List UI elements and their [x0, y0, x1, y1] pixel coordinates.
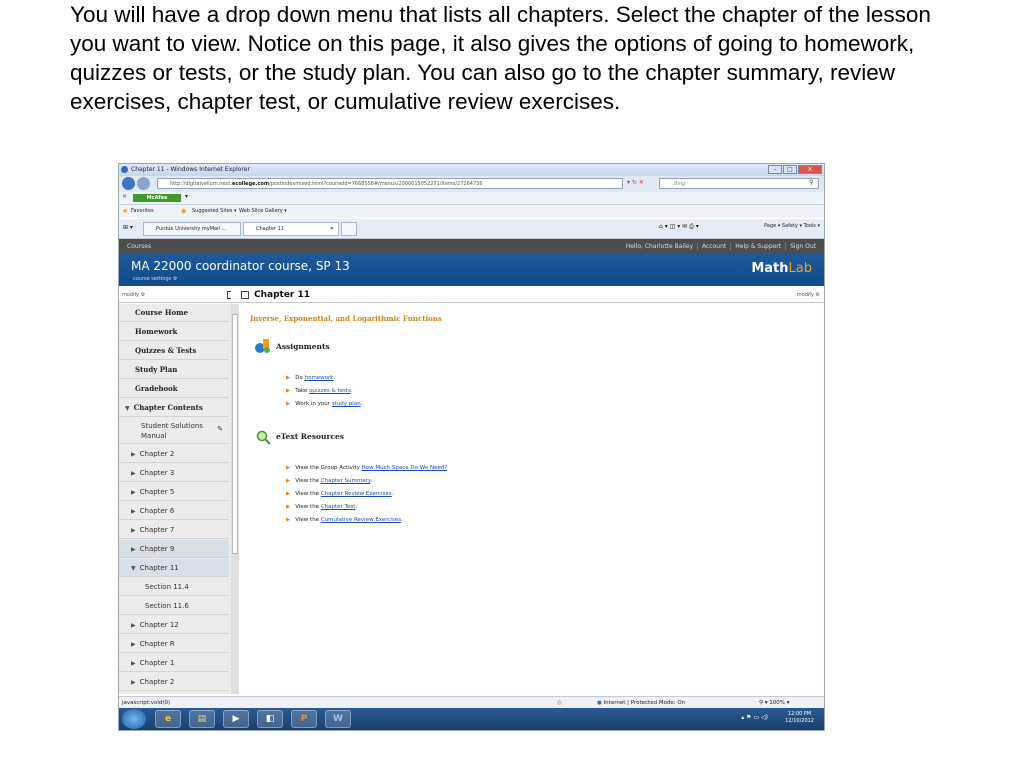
zoom-level: 100%	[769, 700, 786, 706]
taskbar	[119, 708, 824, 730]
triangle-right-icon: ▶	[131, 508, 136, 515]
triangle-right-icon: ▶	[131, 641, 136, 648]
url-suffix: /postindexmixed.html?courseId=7668556#/menus/2000015052271/items/27264736	[269, 181, 483, 187]
sidebar-item-chapter-contents[interactable]	[119, 399, 229, 417]
sidebar-item-label: Course Home	[135, 308, 188, 317]
sidebar-item-label: Homework	[135, 327, 178, 336]
sidebar-item-chapter-3[interactable]	[119, 464, 229, 482]
sign-out-link[interactable]: Sign Out	[785, 243, 820, 250]
group-activity-link[interactable]: How Much Space Do We Need?	[361, 465, 448, 471]
course-nav-bar	[119, 239, 824, 254]
powerpoint-taskbar-icon[interactable]: P	[291, 710, 317, 728]
quick-tabs-icon[interactable]: ⊞ ▾	[123, 224, 133, 231]
triangle-right-icon: ▶	[131, 679, 136, 686]
clock-date: 12/10/2012	[785, 718, 814, 724]
line-text: .	[391, 491, 394, 497]
mymathlab-logo	[732, 261, 812, 276]
line-text: .	[401, 517, 403, 523]
sidebar-item-label: Chapter 6	[139, 507, 175, 515]
address-bar[interactable]	[157, 178, 623, 189]
toolbar-row	[119, 192, 824, 205]
gear-icon: ⚙	[172, 276, 178, 282]
forward-icon[interactable]	[137, 177, 150, 190]
etext-line-chapter-test	[286, 504, 357, 510]
chevron-down-icon[interactable]: ▾	[185, 193, 189, 200]
triangle-right-icon: ▶	[131, 527, 136, 534]
modify-label: modify	[796, 292, 814, 298]
ie-taskbar-icon[interactable]: e	[155, 710, 181, 728]
course-settings-label: course settings	[133, 276, 172, 282]
sidebar-item-chapter-9[interactable]	[119, 540, 229, 558]
search-input[interactable]: Bing	[659, 178, 819, 189]
sidebar-item-section-11-4[interactable]	[119, 578, 229, 596]
sidebar-item-label: Chapter 7	[139, 526, 175, 534]
line-text: Take	[295, 388, 310, 394]
sidebar-item-chapter-5[interactable]	[119, 483, 229, 501]
start-button[interactable]	[122, 709, 146, 729]
etext-line-group-activity	[286, 465, 447, 471]
clock-time: 12:00 PM	[787, 711, 812, 717]
sidebar	[119, 304, 231, 694]
search-icon[interactable]: ⚲	[809, 179, 814, 186]
favorites-button[interactable]: Favorites	[131, 208, 154, 214]
refresh-stop-icons[interactable]: ▾ ↻ ✕	[627, 179, 644, 186]
minimize-icon[interactable]: –	[768, 165, 782, 174]
new-tab-button[interactable]	[341, 222, 357, 236]
greeting: Hello, Charlotte Bailey	[625, 243, 693, 250]
sidebar-item-chapter-1[interactable]	[119, 654, 229, 672]
sidebar-item-label: Chapter 2	[139, 450, 175, 458]
etext-heading: eText Resources	[276, 432, 345, 441]
chapter-review-exercises-link[interactable]: Chapter Review Exercises	[320, 491, 392, 497]
etext-line-review-exercises	[286, 491, 393, 497]
etext-line-chapter-summary	[286, 478, 372, 484]
url-prefix: http://digitalvellum.next.	[170, 181, 232, 187]
line-text: View the	[295, 517, 321, 523]
tab-label: Purdue University myMail ...	[156, 226, 227, 232]
assignment-line-quizzes	[286, 388, 353, 394]
close-toolbar-icon[interactable]: ✕	[122, 193, 128, 200]
tab-chapter-11[interactable]	[243, 222, 339, 236]
chapter-title: Chapter 11	[254, 290, 311, 300]
line-text: .	[370, 478, 373, 484]
etext-line-cumulative-review	[286, 517, 403, 523]
spacer	[231, 291, 239, 299]
study-plan-link[interactable]: study plan	[331, 401, 361, 407]
homework-link[interactable]: homework	[304, 375, 334, 381]
sidebar-item-label: Gradebook	[135, 384, 178, 393]
chapter-subtitle: Inverse, Exponential, and Logarithmic Functions	[250, 314, 442, 323]
bullet-icon: ▶	[286, 375, 291, 381]
course-settings-link[interactable]	[133, 276, 177, 282]
line-text: Work in your	[295, 401, 332, 407]
logo-math: Math	[751, 261, 789, 276]
sidebar-item-homework[interactable]	[119, 323, 229, 341]
zoom-control[interactable]: ⚲ ▾ 100% ▾	[759, 700, 790, 706]
security-icon: ◎	[557, 700, 562, 706]
slide-caption: You will have a drop down menu that lists all chapters. Select the chapter of the lesson you want to view. Notice on this page, it also gives the options of going to homework, quizzes or tests, or the study plan. You can also go to the chapter summary, review exercises, chapter test, or cumulative review exercises.	[70, 2, 931, 114]
quizzes-tests-link[interactable]: quizzes & tests	[309, 388, 351, 394]
chapter-test-link[interactable]: Chapter Test	[320, 504, 356, 510]
sidebar-item-chapter-6[interactable]	[119, 502, 229, 520]
browser-screenshot	[118, 163, 825, 731]
sidebar-item-label: Section 11.4	[145, 583, 189, 591]
sidebar-item-label: Chapter 3	[139, 469, 175, 477]
triangle-right-icon: ▶	[131, 451, 136, 458]
close-tab-icon[interactable]: ✕	[329, 226, 334, 232]
sidebar-item-gradebook[interactable]	[119, 380, 229, 398]
suggested-sites-icon: ◆	[181, 207, 187, 215]
triangle-right-icon: ▶	[131, 470, 136, 477]
assignments-heading: Assignments	[276, 342, 330, 351]
explorer-taskbar-icon[interactable]: ▤	[189, 710, 215, 728]
window-title: Chapter 11 - Windows Internet Explorer	[131, 166, 250, 173]
sidebar-item-label: Chapter Contents	[133, 403, 203, 412]
maximize-icon[interactable]: □	[783, 165, 797, 174]
course-title: MA 22000 coordinator course, SP 13	[131, 259, 350, 273]
app-taskbar-icon[interactable]: ◧	[257, 710, 283, 728]
sidebar-item-label: Section 11.6	[145, 602, 189, 610]
suggested-sites-link[interactable]: Suggested Sites ▾	[192, 208, 237, 214]
window-title-bar	[119, 164, 824, 176]
modify-left-link[interactable]: modify ⚙	[122, 292, 146, 298]
expand-icon[interactable]	[241, 291, 249, 299]
sidebar-item-quizzes-tests[interactable]	[119, 342, 229, 360]
word-taskbar-icon[interactable]: W	[325, 710, 351, 728]
web-slice-gallery-link[interactable]: Web Slice Gallery ▾	[239, 208, 287, 214]
status-text: javascript:void(0)	[122, 700, 171, 706]
sidebar-item-label: Student Solutions Manual	[141, 422, 203, 440]
media-taskbar-icon[interactable]: ▶	[223, 710, 249, 728]
assignment-line-homework	[286, 375, 335, 381]
assignment-line-study-plan	[286, 401, 362, 407]
bullet-icon: ▶	[286, 517, 291, 523]
sidebar-item-chapter-2[interactable]	[119, 445, 229, 463]
modify-right-link[interactable]: modify ⚙	[796, 292, 820, 298]
sidebar-item-label: Chapter 12	[139, 621, 179, 629]
sidebar-item-label: Quizzes & Tests	[135, 346, 197, 355]
content-title-strip	[119, 289, 824, 303]
line-text: Do	[295, 375, 305, 381]
sidebar-item-label: Study Plan	[135, 365, 178, 374]
bullet-icon: ▶	[286, 504, 291, 510]
sidebar-item-label: Chapter 2	[139, 678, 175, 686]
sidebar-item-course-home[interactable]	[119, 304, 229, 322]
line-text: .	[333, 375, 336, 381]
bullet-icon: ▶	[286, 388, 291, 394]
triangle-down-icon: ▼	[131, 565, 136, 572]
window-controls	[768, 165, 822, 174]
bullet-icon: ▶	[286, 478, 291, 484]
sidebar-item-label: Chapter 5	[139, 488, 175, 496]
mcafee-button[interactable]: McAfee	[133, 194, 181, 202]
sidebar-item-student-solutions-manual[interactable]	[119, 418, 229, 444]
line-text: .	[360, 401, 363, 407]
zone-text: Internet | Protected Mode: On	[603, 700, 686, 706]
scrollbar-thumb[interactable]	[232, 314, 238, 554]
bullet-icon: ▶	[286, 491, 291, 497]
close-icon[interactable]: ✕	[798, 165, 822, 174]
globe-icon: ●	[597, 700, 602, 706]
sidebar-item-study-plan[interactable]	[119, 361, 229, 379]
sidebar-item-section-11-6[interactable]	[119, 597, 229, 615]
line-text: View the	[295, 491, 321, 497]
triangle-right-icon: ▶	[131, 660, 136, 667]
star-icon: ★	[122, 207, 129, 215]
tab-row	[119, 219, 824, 239]
tab-purdue-mail[interactable]	[143, 222, 241, 236]
account-link[interactable]: Account	[697, 243, 730, 250]
main-content	[250, 304, 810, 694]
line-text: View the	[295, 504, 321, 510]
sidebar-item-chapter-12[interactable]	[119, 616, 229, 634]
line-text: View the	[295, 478, 321, 484]
sidebar-item-label: Chapter 9	[139, 545, 175, 553]
address-row	[119, 176, 824, 192]
sidebar-item-label: Chapter 11	[139, 564, 179, 572]
triangle-right-icon: ▶	[131, 546, 136, 553]
line-text: .	[355, 504, 358, 510]
bullet-icon: ▶	[286, 401, 291, 407]
triangle-down-icon: ▼	[125, 405, 130, 412]
assignments-icon	[254, 338, 268, 352]
sidebar-item-label: Chapter R	[139, 640, 175, 648]
back-icon[interactable]	[122, 177, 135, 190]
magnifier-icon	[256, 430, 272, 448]
user-links	[622, 239, 820, 254]
logo-lab: Lab	[788, 261, 812, 276]
course-header	[119, 254, 824, 286]
bullet-icon: ▶	[286, 465, 291, 471]
tab-label: Chapter 11	[256, 226, 284, 232]
home-feeds-mail-print-icons[interactable]: ⌂ ▾ ◫ ▾ ✉ ⎙ ▾	[659, 223, 699, 230]
ie-icon	[121, 166, 128, 173]
tray-icons[interactable]: ▴ ⚑ ▭ ◁)	[741, 714, 768, 721]
triangle-right-icon: ▶	[131, 489, 136, 496]
favorites-bar	[119, 205, 824, 218]
courses-link[interactable]: Courses	[127, 243, 152, 250]
sidebar-item-chapter-11[interactable]	[119, 559, 229, 577]
sidebar-item-chapter-7[interactable]	[119, 521, 229, 539]
logo-my: My	[732, 261, 752, 276]
sidebar-item-chapter-r[interactable]	[119, 635, 229, 653]
page-safety-tools-menu[interactable]: Page ▾ Safety ▾ Tools ▾	[764, 223, 820, 229]
sidebar-item-chapter-2-second[interactable]	[119, 673, 229, 691]
chapter-summary-link[interactable]: Chapter Summary	[320, 478, 371, 484]
edit-icon[interactable]: ✎	[217, 425, 223, 433]
line-text: .	[350, 388, 353, 394]
modify-label: modify	[122, 292, 140, 298]
line-text: View the Group Activity	[295, 465, 362, 471]
sidebar-item-label: Chapter 1	[139, 659, 175, 667]
help-link[interactable]: Help & Support	[730, 243, 785, 250]
url-domain: ecollege.com	[231, 181, 270, 187]
clock[interactable]	[785, 711, 814, 725]
triangle-right-icon: ▶	[131, 622, 136, 629]
cumulative-review-link[interactable]: Cumulative Review Exercises	[320, 517, 402, 523]
